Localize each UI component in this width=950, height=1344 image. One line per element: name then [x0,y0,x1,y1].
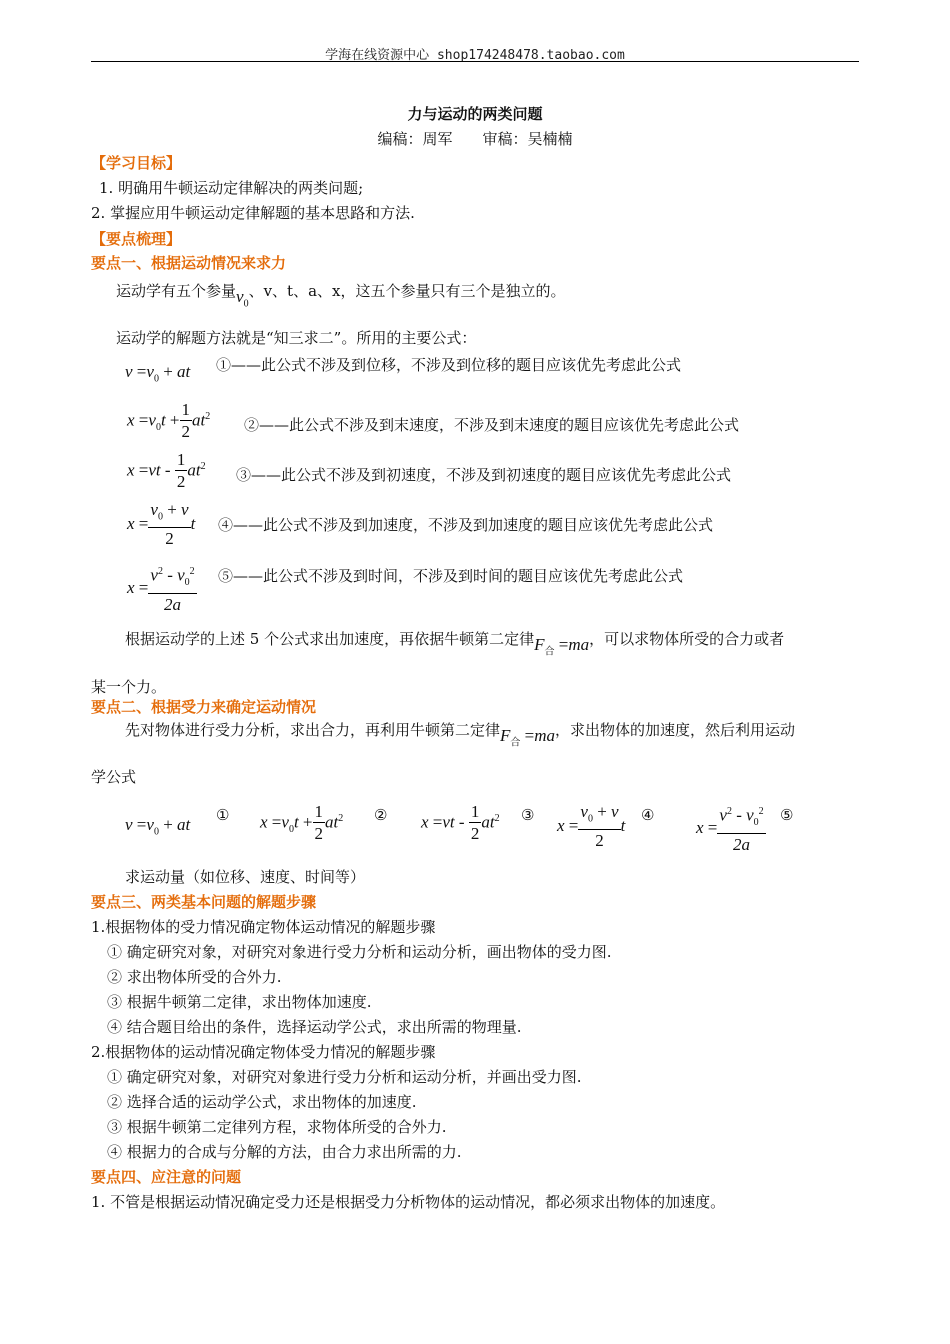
formula-5: x = $\frac{v^2 - v_0^2}{2a}$ [127,562,197,616]
header-rule [91,61,859,62]
formula-2: $x =v_0t$ + $\frac{1}{2}$ $at^2$ [127,400,211,441]
objective-item: 2. 掌握应用牛顿运动定律解题的基本思路和方法. [91,204,415,222]
point3-heading: 要点三、两类基本问题的解题步骤 [91,893,317,911]
step-item: ② 求出物体所受的合外力. [107,968,282,986]
step-item: ① 确定研究对象，对研究对象进行受力分析和运动分析，并画出受力图. [107,1068,582,1086]
point4-item1: 1. 不管是根据运动情况确定受力还是根据受力分析物体的运动情况，都必须求出物体的加速度。 [91,1193,726,1211]
step-item: ② 选择合适的运动学公式，求出物体的加速度. [107,1093,417,1111]
formula-1: $v =v_0$ + at [125,362,191,385]
page-header: 学海在线资源中心 shop174248478.taobao.com [325,48,625,63]
step-item: ③ 根据牛顿第二定律列方程，求物体所受的合外力. [107,1118,447,1136]
v0-symbol: $v_0$ [236,287,249,310]
row-formula-3: x =vt - $\frac{1}{2}$ $at^2$ [421,802,500,843]
point1-para2: 运动学的解题方法就是“知三求二”。所用的主要公式： [116,329,477,347]
point3-sub1: 1.根据物体的受力情况确定物体运动情况的解题步骤 [91,918,436,936]
step-item: ④ 结合题目给出的条件，选择运动学公式，求出所需的物理量. [107,1018,522,1036]
formula-4-note: ④——此公式不涉及到加速度，不涉及到加速度的题目应该优先考虑此公式 [218,516,714,534]
formula-2-note: ②——此公式不涉及到末速度，不涉及到末速度的题目应该优先考虑此公式 [244,416,740,434]
objective-item: 1. 明确用牛顿运动定律解决的两类问题; [99,179,364,197]
point2-heading: 要点二、根据受力来确定运动情况 [91,698,317,716]
formula-1-note: ①——此公式不涉及到位移，不涉及到位移的题目应该优先考虑此公式 [216,356,682,374]
step-item: ③ 根据牛顿第二定律，求出物体加速度. [107,993,372,1011]
point1-para3-b: ，可以求物体所受的合力或者 [589,630,785,648]
formula-3-note: ③——此公式不涉及到初速度，不涉及到初速度的题目应该优先考虑此公式 [236,466,732,484]
point2-para1 [125,719,796,749]
row-formula-5: x = $\frac{v^2 - v_0^2}{2a}$ [696,802,766,856]
row-marker-1: ① [216,806,230,824]
point2-para1-b: ，求出物体的加速度，然后利用运动 [555,721,796,739]
point1-heading: 要点一、根据运动情况来求力 [91,254,287,272]
formula-4: x = $\frac{v_0 + v}{2}$ t [127,500,196,549]
row-formula-1: $v =v_0$ + at [125,815,191,838]
formula-3: x =vt - $\frac{1}{2}$ $at^2$ [127,450,206,491]
point2-para1-c: 学公式 [91,768,137,786]
summary-heading: 【要点梳理】 [91,230,182,248]
step-item: ④ 根据力的合成与分解的方法，由合力求出所需的力. [107,1143,462,1161]
newton-second-law: $F_合 =ma$ [500,726,556,749]
point1-para1 [116,280,566,310]
row-marker-3: ③ [521,806,535,824]
row-marker-5: ⑤ [780,806,794,824]
document-title: 力与运动的两类问题 [407,105,543,123]
row-formula-4: x = $\frac{v_0 + v}{2}$ t [557,802,626,851]
point1-para1-b: 、v、t、a、x，这五个参量只有三个是独立的。 [248,282,566,300]
point2-para2: 求运动量（如位移、速度、时间等） [125,868,366,886]
point2-para1-a: 先对物体进行受力分析，求出合力，再利用牛顿第二定律 [125,721,501,739]
step-item: ① 确定研究对象，对研究对象进行受力分析和运动分析，画出物体的受力图. [107,943,612,961]
point1-para3-a: 根据运动学的上述 5 个公式求出加速度，再依据牛顿第二定律 [125,630,535,648]
row-formula-2: $x =v_0t$ + $\frac{1}{2}$ $at^2$ [260,802,344,843]
formula-5-note: ⑤——此公式不涉及到时间，不涉及到时间的题目应该优先考虑此公式 [218,567,684,585]
point3-sub2: 2.根据物体的运动情况确定物体受力情况的解题步骤 [91,1043,436,1061]
objectives-heading: 【学习目标】 [91,154,182,172]
row-marker-4: ④ [641,806,655,824]
point4-heading: 要点四、应注意的问题 [91,1168,242,1186]
point1-para3 [125,628,785,658]
point1-para1-a: 运动学有五个参量 [116,282,237,300]
author-line: 编稿：周军 审稿：吴楠楠 [377,130,573,148]
row-marker-2: ② [374,806,388,824]
point1-para3-c: 某一个力。 [91,678,167,696]
newton-second-law: $F_合 =ma$ [534,635,590,658]
